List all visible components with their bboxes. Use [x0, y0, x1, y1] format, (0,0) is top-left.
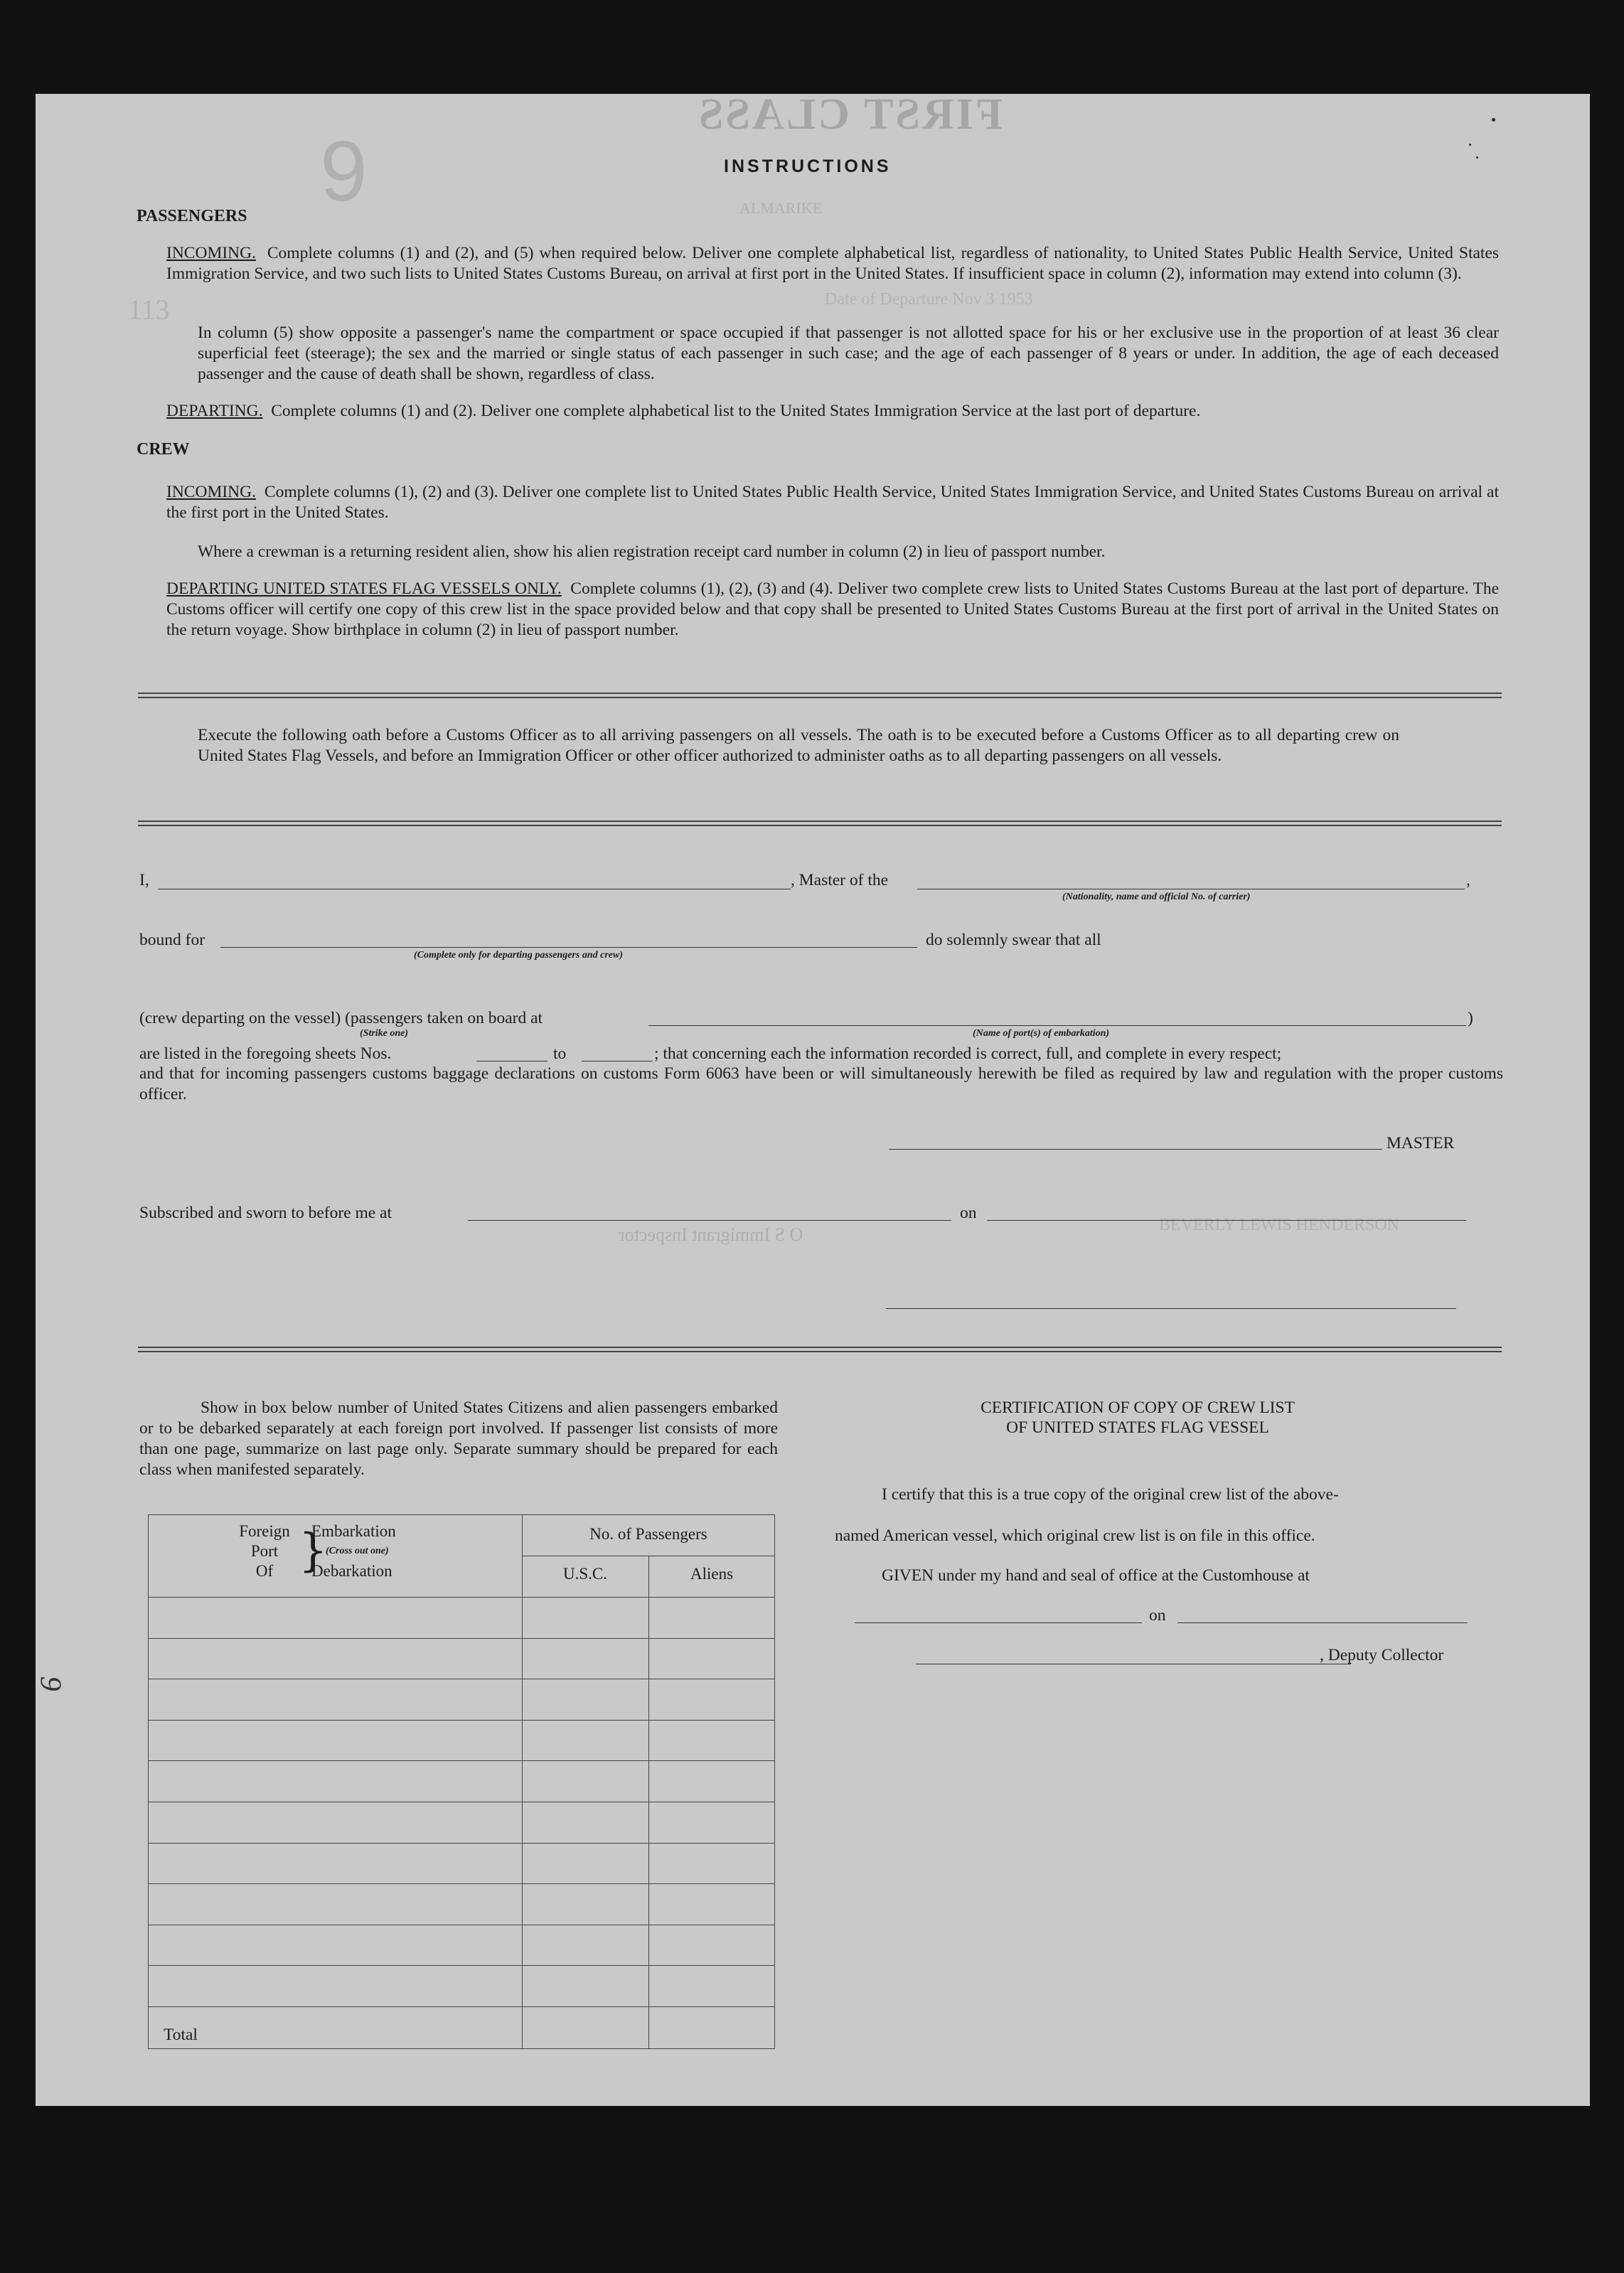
divider	[138, 1351, 1502, 1352]
crew-incoming-text: Complete columns (1), (2) and (3). Deliver one complete list to United States Public Health Service, United States Immigration Service, and United States Customs Bureau on arrival at the first port in the United States.	[166, 483, 1499, 522]
speck	[1492, 118, 1495, 122]
passengers-incoming-label: INCOMING.	[166, 244, 256, 262]
listed-to: to	[553, 1044, 567, 1063]
deputy-label: , Deputy Collector	[1320, 1646, 1444, 1664]
master-of-label: , Master of the	[791, 871, 889, 889]
ghost-name: BEVERLY LEWIS HENDERSON	[1159, 1216, 1400, 1234]
col-port-a: Foreign	[239, 1522, 290, 1540]
bound-for-field[interactable]	[220, 947, 917, 948]
table-line	[648, 1556, 649, 2049]
oath-i-label: I,	[139, 871, 149, 889]
swear-text: do solemnly swear that all	[926, 931, 1101, 949]
embarkation-port-field[interactable]	[648, 1025, 1466, 1026]
strike-caption: (Strike one)	[360, 1028, 409, 1039]
officer-signature-field[interactable]	[886, 1308, 1456, 1309]
crew-incoming-label: INCOMING.	[166, 483, 256, 501]
sworn-date-field[interactable]	[987, 1220, 1466, 1221]
passengers-incoming-text: Complete columns (1) and (2), and (5) when required below. Deliver one complete alphabetical list, regardless of nationality, to United States Public Health Service, United States Immigration Service, and two such lists to United States Customs Bureau, on arrival at first port in the United States. If insufficient space in column (2), information may extend into column (3).	[166, 244, 1500, 283]
divider	[138, 697, 1502, 698]
crew-incoming	[166, 482, 1499, 523]
crew-departing-label: DEPARTING UNITED STATES FLAG VESSELS ONLY.	[166, 579, 562, 598]
bound-for-label: bound for	[139, 931, 205, 949]
cert-on-label: on	[1149, 1606, 1166, 1625]
passengers-departing-label: DEPARTING.	[166, 402, 263, 420]
table-row[interactable]	[148, 1843, 775, 1844]
col-port-b: Port	[250, 1542, 279, 1560]
col-embark: Embarkation	[311, 1522, 396, 1540]
divider	[138, 825, 1502, 826]
table-row[interactable]	[148, 1720, 775, 1721]
col-debark: Debarkation	[311, 1562, 392, 1580]
listed-text-c: and that for incoming passengers customs baggage declarations on customs Form 6063 have been or will simultaneously herewith be filed as required by law and regulation with the proper customs officer.	[139, 1064, 1503, 1103]
col-aliens: Aliens	[690, 1565, 734, 1583]
ports-caption: (Name of port(s) of embarkation)	[973, 1028, 1110, 1039]
col-passengers: No. of Passengers	[589, 1525, 707, 1543]
carrier-caption: (Nationality, name and official No. of carrier)	[1062, 892, 1251, 902]
passengers-incoming	[166, 243, 1499, 284]
cert-line-3: GIVEN under my hand and seal of office at the Customhouse at	[882, 1566, 1310, 1585]
table-row[interactable]	[148, 1638, 775, 1639]
document-page	[33, 90, 1590, 2106]
divider	[138, 692, 1502, 694]
passengers-heading: PASSENGERS	[137, 207, 247, 225]
master-label: MASTER	[1387, 1134, 1455, 1152]
passengers-column5: In column (5) show opposite a passenger's name the compartment or space occupied if that passenger is not allotted space for his or her exclusive use in the proportion of at least 36 clear superficial feet (steerage); the sex and the married or single status of each passenger in such case; and the age of each passenger of 8 years or under. In addition, the age of each deceased passenger and the cause of death shall be shown, regardless of class.	[198, 323, 1499, 383]
listed-text-b: ; that concerning each the information recorded is correct, full, and complete in every respect;	[654, 1044, 1282, 1063]
close-paren: )	[1468, 1009, 1473, 1027]
table-row[interactable]	[148, 1760, 775, 1761]
ghost-vessel: ALMARIKE	[739, 199, 823, 217]
master-signature-field[interactable]	[889, 1149, 1382, 1150]
crew-passengers-text: (crew departing on the vessel) (passengers taken on board at	[139, 1009, 543, 1027]
subscribed-text: Subscribed and sworn to before me at	[139, 1204, 392, 1222]
cert-date-field[interactable]	[1177, 1622, 1468, 1623]
ghost-date: Date of Departure Nov 3 1953	[825, 290, 1033, 309]
table-border	[148, 1514, 775, 2049]
cert-title-1: CERTIFICATION OF COPY OF CREW LIST	[981, 1398, 1295, 1417]
pencil-mark: 9	[33, 1676, 67, 1691]
page-title: INSTRUCTIONS	[724, 156, 892, 176]
ghost-page-number: 9	[320, 124, 368, 219]
table-row[interactable]	[148, 2006, 775, 2007]
sworn-place-field[interactable]	[468, 1220, 951, 1221]
divider	[138, 1347, 1502, 1348]
summary-instructions: Show in box below number of United States Citizens and alien passengers embarked or to be debarked separately at each foreign port involved. If passenger list consists of more than one page, summarize on last page only. Separate summary should be prepared for each class when manifested separately.	[139, 1398, 778, 1479]
cert-line-1: I certify that this is a true copy of the original crew list of the above-	[882, 1485, 1339, 1504]
cert-line-2: named American vessel, which original crew list is on file in this office.	[835, 1526, 1315, 1545]
speck	[1476, 156, 1478, 159]
crew-resident: Where a crewman is a returning resident alien, show his alien registration receipt card number in column (2) in lieu of passport number.	[198, 542, 1106, 561]
col-cross: (Cross out one)	[326, 1546, 389, 1556]
speck	[1469, 144, 1471, 146]
passengers-departing-text: Complete columns (1) and (2). Deliver one complete alphabetical list to the United States Immigration Service at the last port of departure.	[271, 402, 1201, 420]
col-port-c: Of	[255, 1562, 274, 1580]
sworn-on-label: on	[960, 1204, 977, 1222]
crew-departing-text: Complete columns (1), (2), (3) and (4). Deliver two complete crew lists to United States Customs Bureau at the last port of departure. The Customs officer will certify one copy of this crew list in the space provided below and that copy shall be presented to United States Customs Bureau at the first port of arrival in the United States on the return voyage. Show birthplace in column (2) in lieu of passport number.	[166, 579, 1499, 639]
oath-intro: Execute the following oath before a Customs Officer as to all arriving passengers on all vessels. The oath is to be executed before a Customs Officer as to all departing crew on United States Flag Vessels, and before an Immigration Officer or other officer authorized to administer oaths as to all departing passengers on all vessels.	[198, 726, 1399, 765]
crew-departing	[166, 579, 1499, 641]
passengers-departing	[166, 401, 1200, 422]
table-row[interactable]	[148, 1965, 775, 1966]
table-row[interactable]	[148, 1883, 775, 1884]
cert-title-2: OF UNITED STATES FLAG VESSEL	[1006, 1418, 1269, 1437]
passenger-summary-table	[148, 1514, 775, 2049]
crew-heading: CREW	[137, 440, 190, 459]
customhouse-field[interactable]	[855, 1622, 1142, 1623]
total-label: Total	[164, 2026, 198, 2044]
ghost-stamp: FIRST CLASS	[697, 90, 1003, 139]
comma: ,	[1466, 871, 1470, 889]
ghost-number: 113	[128, 294, 170, 326]
table-row[interactable]	[148, 1597, 775, 1598]
col-usc: U.S.C.	[563, 1565, 607, 1583]
table-line	[522, 1514, 523, 2049]
divider	[138, 820, 1502, 822]
brace-icon: }	[299, 1524, 328, 1577]
ghost-inspector: O S Immigrant Inspector	[619, 1224, 803, 1245]
listed-text-a: are listed in the foregoing sheets Nos.	[139, 1044, 392, 1063]
bound-caption: (Complete only for departing passengers and crew)	[414, 950, 623, 961]
